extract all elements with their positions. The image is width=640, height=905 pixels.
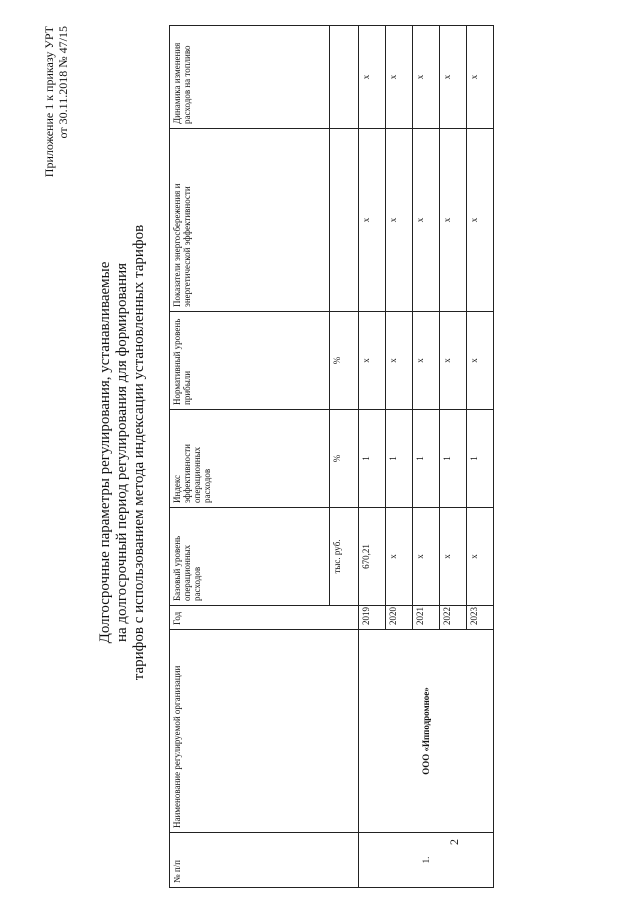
cell-year: 2021 [413, 606, 440, 630]
document-title [97, 0, 148, 905]
table-row [359, 26, 386, 888]
header-base: Базовый уровень операционных расходов [170, 508, 330, 606]
cell-dynamics: x [359, 26, 386, 129]
cell-index: 1 [440, 410, 467, 508]
row-number: 1. [359, 833, 494, 888]
cell-base: x [386, 508, 413, 606]
cell-index: 1 [386, 410, 413, 508]
cell-profit: x [440, 312, 467, 410]
appendix-line-2: от 30.11.2018 № 47/15 [56, 26, 70, 139]
title-line-2: на долгосрочный период регулирования для формирования [114, 262, 130, 643]
header-index: Индекс эффективности операционных расходов [170, 410, 330, 508]
header-dynamics: Динамика изменения расходов на топливо [170, 26, 330, 129]
cell-dynamics: x [386, 26, 413, 129]
cell-year: 2022 [440, 606, 467, 630]
unit-dynamics [330, 26, 359, 129]
title-line-3: тарифов с использованием метода индексации установленных тарифов [131, 224, 147, 681]
appendix-note [42, 26, 70, 177]
cell-dynamics: x [413, 26, 440, 129]
appendix-line-1: Приложение 1 к приказу УРТ [42, 26, 56, 178]
title-line-1: Долгосрочные параметры регулирования, устанавливаемые [97, 261, 113, 644]
cell-profit: x [413, 312, 440, 410]
cell-index: 1 [467, 410, 494, 508]
cell-energy: x [413, 129, 440, 312]
unit-index: % [330, 410, 359, 508]
header-profit: Нормативный уровень прибыли [170, 312, 330, 410]
cell-year: 2019 [359, 606, 386, 630]
unit-base: тыс. руб. [330, 508, 359, 606]
cell-base: 670,21 [359, 508, 386, 606]
cell-energy: x [359, 129, 386, 312]
cell-base: x [440, 508, 467, 606]
header-energy: Показатели энергосбережения и энергетической эффективности [170, 129, 330, 312]
organization-name: ООО «Ипподромное» [359, 630, 494, 833]
cell-base: x [467, 508, 494, 606]
unit-energy [330, 129, 359, 312]
cell-dynamics: x [440, 26, 467, 129]
header-num: № п/п [170, 833, 359, 888]
cell-index: 1 [359, 410, 386, 508]
cell-profit: x [359, 312, 386, 410]
cell-energy: x [386, 129, 413, 312]
cell-year: 2023 [467, 606, 494, 630]
cell-energy: x [440, 129, 467, 312]
unit-profit: % [330, 312, 359, 410]
cell-profit: x [467, 312, 494, 410]
cell-year: 2020 [386, 606, 413, 630]
cell-index: 1 [413, 410, 440, 508]
cell-base: x [413, 508, 440, 606]
cell-dynamics: x [467, 26, 494, 129]
page-number: 2 [447, 839, 461, 845]
cell-profit: x [386, 312, 413, 410]
cell-energy: x [467, 129, 494, 312]
parameters-table [169, 25, 494, 888]
header-org: Наименование регулируемой организации [170, 630, 359, 833]
header-row [170, 26, 330, 888]
header-year: Год [170, 606, 359, 630]
